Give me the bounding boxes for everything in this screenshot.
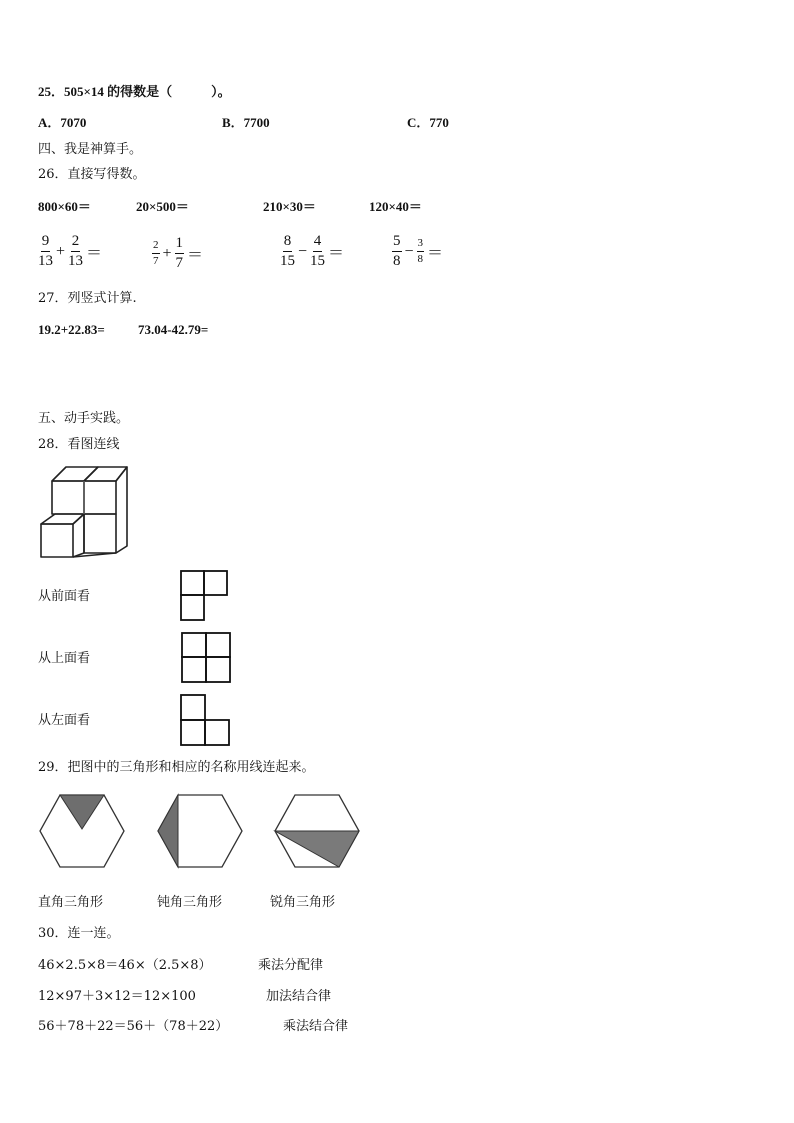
- operator: +: [56, 242, 66, 260]
- q26-item-3: 210×30＝: [263, 199, 316, 214]
- q28-stem: 28．看图连线: [38, 437, 120, 452]
- q26-fraction-expr-1: [38, 234, 105, 269]
- triangle-name-right: 直角三角形: [38, 895, 104, 910]
- fraction-numerator: 9: [41, 234, 51, 252]
- q26-item-1: 800×60＝: [38, 199, 91, 214]
- operator: −: [404, 242, 414, 260]
- q26-stem: 26．直接写得数。: [38, 167, 146, 182]
- view-label-left: 从左面看: [38, 713, 91, 728]
- q26-fraction-expr-3: [280, 234, 347, 269]
- fraction-numerator: 2: [71, 234, 81, 252]
- fraction-denominator: 8: [393, 253, 401, 269]
- q30-law-2: 加法结合律: [266, 989, 332, 1004]
- view-label-front: 从前面看: [38, 589, 91, 604]
- section5-title: 五、动手实践。: [38, 411, 130, 426]
- q25-option-a[interactable]: A．7070: [38, 115, 87, 130]
- q25-option-b[interactable]: B．7700: [222, 115, 270, 130]
- equals-sign: ＝: [427, 245, 444, 262]
- cube-stack-figure: [38, 464, 130, 562]
- q30-expression-3: 56＋78＋22＝56＋（78＋22）: [38, 1019, 229, 1034]
- q30-stem: 30．连一连。: [38, 926, 120, 941]
- q29-stem: 29．把图中的三角形和相应的名称用线连起来。: [38, 760, 315, 775]
- q26-item-2: 20×500＝: [136, 199, 189, 214]
- view-shape-1[interactable]: [179, 569, 229, 623]
- fraction-numerator: 2: [152, 240, 160, 254]
- hexagon-figure-2[interactable]: [156, 793, 246, 869]
- q30-law-3: 乘法结合律: [283, 1019, 349, 1034]
- q27-stem: 27．列竖式计算.: [38, 291, 137, 306]
- view-label-top: 从上面看: [38, 651, 91, 666]
- q30-expression-1: 46×2.5×8＝46×（2.5×8）: [38, 958, 212, 973]
- fraction-denominator: 15: [310, 253, 326, 269]
- view-shape-2[interactable]: [180, 631, 232, 685]
- q30-expression-2: 12×97＋3×12＝12×100: [38, 989, 196, 1004]
- q25-option-c[interactable]: C．770: [407, 115, 449, 130]
- equals-sign: ＝: [86, 245, 103, 262]
- operator: −: [298, 242, 308, 260]
- q27-item-2: 73.04-42.79=: [138, 322, 209, 337]
- q30-law-1: 乘法分配律: [258, 958, 324, 973]
- q26-fraction-expr-2: [152, 236, 206, 271]
- operator: +: [162, 244, 172, 262]
- hexagon-figure-3[interactable]: [273, 793, 363, 869]
- fraction-denominator: 7: [175, 255, 184, 271]
- fraction-denominator: 8: [417, 253, 424, 265]
- fraction-numerator: 8: [283, 234, 293, 252]
- fraction-numerator: 3: [417, 238, 425, 252]
- q26-item-4: 120×40＝: [369, 199, 422, 214]
- section4-title: 四、我是神算手。: [38, 142, 143, 157]
- q26-fraction-expr-4: [392, 234, 446, 269]
- triangle-name-acute: 锐角三角形: [270, 895, 336, 910]
- fraction-numerator: 4: [313, 234, 323, 252]
- fraction-numerator: 5: [392, 234, 402, 252]
- view-shape-3[interactable]: [179, 693, 231, 748]
- equals-sign: ＝: [328, 245, 345, 262]
- fraction-denominator: 7: [153, 255, 159, 267]
- fraction-denominator: 15: [280, 253, 295, 269]
- fraction-denominator: 13: [38, 253, 53, 269]
- fraction-denominator: 13: [68, 253, 84, 269]
- fraction-numerator: 1: [175, 236, 185, 254]
- q25-stem: 25．505×14 的得数是（ ）。: [38, 84, 231, 99]
- hexagon-figure-1[interactable]: [38, 793, 128, 869]
- triangle-name-obtuse: 钝角三角形: [157, 895, 223, 910]
- equals-sign: ＝: [187, 247, 204, 264]
- q27-item-1: 19.2+22.83=: [38, 322, 105, 337]
